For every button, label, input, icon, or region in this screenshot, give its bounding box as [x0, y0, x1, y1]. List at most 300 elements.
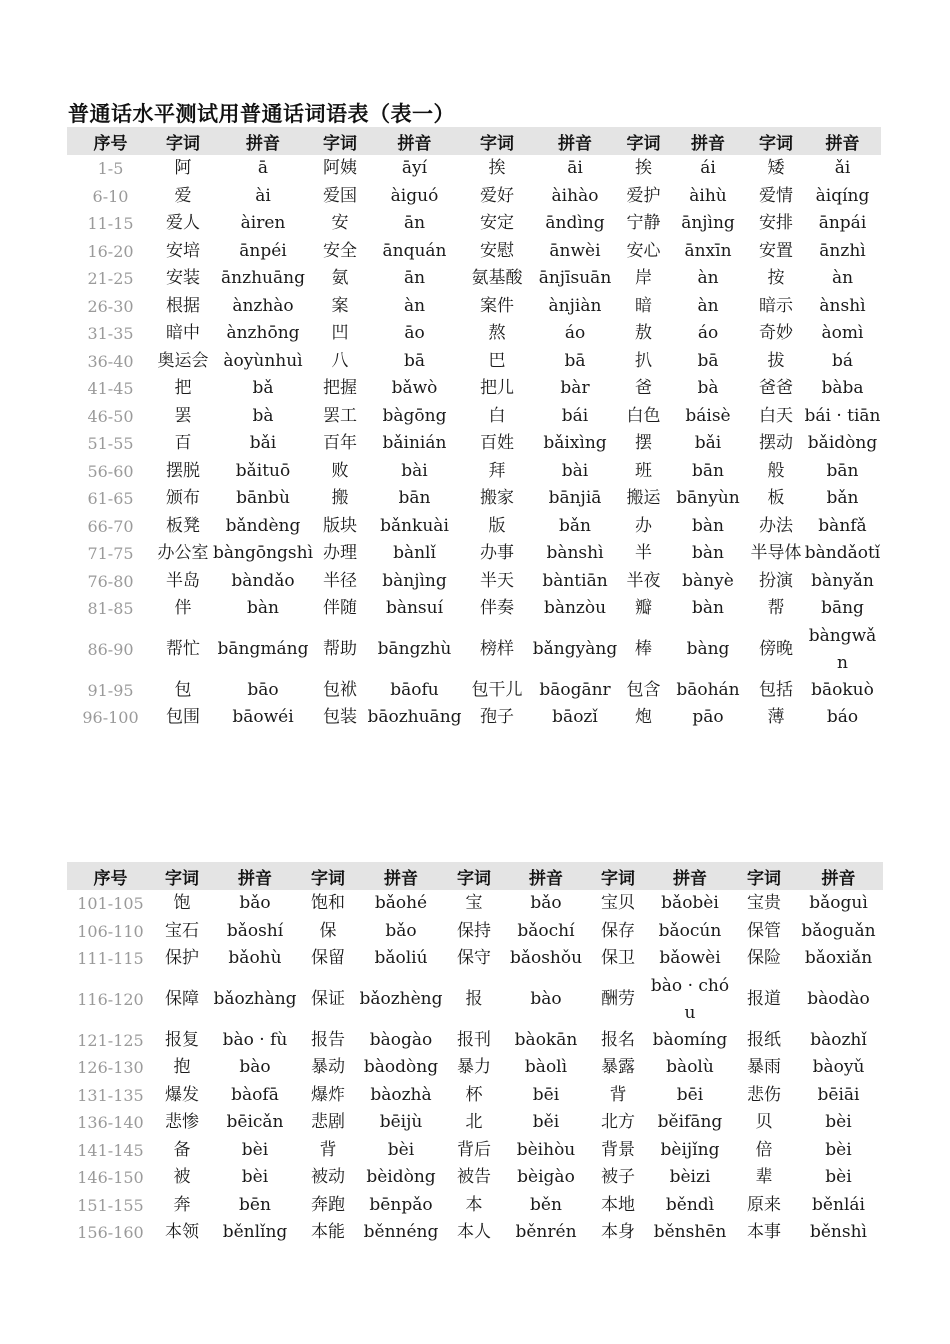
word-cell: 爆发: [165, 1084, 199, 1105]
seq-cell: 81-85: [87, 599, 134, 619]
pinyin-cell: bàolù: [666, 1057, 714, 1078]
word-cell: 办: [635, 515, 652, 536]
pinyin-cell: bànfǎ: [818, 515, 867, 536]
pinyin-cell: báo: [826, 707, 859, 728]
header-word: 字词: [619, 127, 668, 155]
pinyin-cell: bǎozhàng: [213, 989, 297, 1009]
word-cell: 巴: [488, 350, 506, 371]
pinyin-cell: bèi: [825, 1139, 852, 1160]
table-row: [67, 265, 881, 293]
pinyin-cell: bāohán: [676, 679, 740, 700]
pinyin-cell: bǎocún: [658, 920, 722, 941]
table-row: [67, 704, 881, 732]
pinyin-cell: bàndǎo: [231, 570, 295, 591]
pinyin-cell: àn: [697, 268, 719, 289]
pinyin-cell: ānzhuāng: [221, 268, 305, 289]
word-cell: 宝贵: [747, 893, 781, 914]
pinyin-cell: bào: [530, 989, 562, 1009]
pinyin-cell: bēi: [532, 1084, 560, 1105]
word-cell: 被告: [457, 1167, 491, 1188]
word-cell: 保卫: [601, 948, 635, 969]
pinyin-cell: bǎngyàng: [532, 639, 618, 659]
seq-cell: 61-65: [87, 489, 134, 509]
pinyin-cell: bàodào: [807, 989, 870, 1009]
pinyin-cell: bàr: [560, 378, 590, 399]
pinyin-cell: ān: [403, 213, 426, 234]
pinyin-cell: bàndǎotǐ: [804, 543, 881, 564]
word-cell: 包括: [759, 679, 793, 700]
pinyin-cell: ái: [700, 158, 716, 179]
table-row: [67, 375, 881, 403]
seq-cell: 21-25: [87, 269, 134, 289]
pinyin-cell: ānpái: [818, 213, 867, 234]
pinyin-cell: běn: [530, 1194, 562, 1215]
pinyin-cell: bēicǎn: [226, 1112, 284, 1133]
pinyin-cell: bàoyǔ: [812, 1057, 865, 1078]
word-cell: 案件: [480, 295, 514, 316]
word-cell: 被: [173, 1167, 191, 1188]
pinyin-cell: bào: [239, 1057, 271, 1078]
word-cell: 本身: [601, 1222, 635, 1243]
pinyin-cell: bànyǎn: [811, 570, 874, 591]
pinyin-cell: bèi: [387, 1139, 415, 1160]
pinyin-cell: bàofā: [231, 1084, 279, 1105]
word-cell: 安: [331, 213, 349, 234]
word-cell: 本人: [457, 1222, 491, 1243]
word-cell: 把: [174, 378, 192, 399]
pinyin-cell: bāowéi: [232, 707, 294, 728]
word-cell: 办理: [323, 543, 357, 564]
seq-cell: 41-45: [87, 379, 134, 399]
table-row: [67, 1082, 883, 1110]
word-cell: 案: [331, 295, 349, 316]
table-row: [67, 403, 881, 431]
word-cell: 熬: [488, 323, 506, 344]
pinyin-cell: bàomíng: [652, 1029, 728, 1050]
pinyin-cell: bǎochí: [517, 920, 575, 941]
word-cell: 被动: [311, 1167, 345, 1188]
pinyin-cell: ànzhào: [232, 295, 294, 316]
header-seq: 序号: [67, 862, 154, 890]
table-row: [67, 623, 881, 677]
header-pinyin: 拼音: [804, 127, 881, 155]
pinyin-cell: bǎwò: [391, 378, 438, 399]
table-row: [67, 1054, 883, 1082]
pinyin-cell: bèigào: [517, 1167, 575, 1188]
seq-cell: 91-95: [87, 680, 134, 700]
seq-cell: 51-55: [87, 434, 134, 454]
table-row: [67, 458, 881, 486]
header-pinyin: 拼音: [531, 127, 619, 155]
seq-cell: 36-40: [87, 351, 134, 371]
pinyin-cell: ānxīn: [684, 240, 732, 261]
word-cell: 悲伤: [747, 1084, 781, 1105]
table-row: [67, 540, 881, 568]
pinyin-cell: bèihòu: [516, 1139, 576, 1160]
word-cell: 报: [465, 989, 483, 1009]
pinyin-cell: ān: [403, 268, 426, 289]
pinyin-cell: bànlǐ: [393, 543, 436, 564]
pinyin-cell: bǎo: [385, 920, 417, 941]
pinyin-cell: bānyùn: [676, 488, 740, 509]
word-cell: 帮忙: [166, 639, 200, 659]
pinyin-cell: bēijù: [379, 1112, 423, 1133]
word-cell: 把儿: [480, 378, 514, 399]
pinyin-cell: bǎi: [249, 433, 277, 454]
word-cell: 包干儿: [471, 679, 523, 700]
pinyin-cell: ānzhì: [819, 240, 866, 261]
word-cell: 百年: [323, 433, 357, 454]
word-cell: 保险: [747, 948, 781, 969]
word-cell: 报告: [311, 1029, 345, 1050]
word-cell: 悲惨: [165, 1112, 199, 1133]
word-cell: 办事: [480, 543, 514, 564]
pinyin-cell: bàba: [821, 378, 864, 399]
table-row: [67, 320, 881, 348]
word-cell: 包含: [626, 679, 661, 700]
table-row: [67, 155, 881, 183]
pinyin-cell: bà: [252, 405, 274, 426]
header-word: 字词: [314, 127, 366, 155]
pinyin-cell: běifāng: [657, 1112, 723, 1133]
pinyin-cell: bāozhuāng: [367, 707, 462, 728]
header-word: 字词: [734, 862, 794, 890]
word-cell: 版: [488, 515, 506, 536]
header-pinyin: 拼音: [794, 862, 883, 890]
pinyin-cell: bān: [692, 460, 724, 481]
table-row: [67, 595, 881, 623]
pinyin-cell: báisè: [685, 405, 731, 426]
pinyin-cell: ànjiàn: [548, 295, 602, 316]
word-cell: 安排: [759, 213, 793, 234]
word-cell: 悲剧: [311, 1112, 345, 1133]
word-cell: 八: [331, 350, 349, 371]
word-cell: 拜: [488, 460, 506, 481]
pinyin-cell: bēi: [676, 1084, 704, 1105]
word-cell: 百: [174, 433, 192, 454]
word-cell: 爱护: [626, 185, 661, 206]
pinyin-cell: bā: [564, 350, 586, 371]
word-cell: 爱: [174, 185, 192, 206]
seq-cell: 101-105: [77, 894, 144, 914]
table-row: [67, 890, 883, 918]
seq-cell: 136-140: [77, 1113, 144, 1133]
pinyin-cell: bàogào: [369, 1029, 433, 1050]
seq-cell: 116-120: [77, 990, 144, 1009]
word-cell: 爆炸: [311, 1084, 345, 1105]
word-cell: 背景: [601, 1139, 635, 1160]
word-table-2: [67, 862, 883, 1247]
pinyin-cell: bǎoshǒu: [509, 948, 583, 969]
word-cell: 孢子: [480, 707, 514, 728]
word-cell: 奇妙: [759, 323, 793, 344]
pinyin-cell: bāokuò: [811, 679, 874, 700]
word-cell: 班: [635, 460, 652, 481]
page-title: 普通话水平测试用普通话词语表（表一）: [68, 102, 455, 126]
word-cell: 饱: [173, 893, 191, 914]
pinyin-cell: bāofu: [390, 679, 439, 700]
word-cell: 暴露: [601, 1057, 635, 1078]
word-cell: 本事: [747, 1222, 781, 1243]
word-cell: 奔: [173, 1194, 191, 1215]
seq-cell: 146-150: [77, 1168, 144, 1188]
header-pinyin: 拼音: [210, 862, 300, 890]
pinyin-cell: bǎidòng: [807, 433, 878, 454]
word-cell: 颁布: [166, 488, 200, 509]
header-word: 字词: [463, 127, 531, 155]
pinyin-cell: ài: [255, 185, 271, 206]
pinyin-cell: āi: [567, 158, 583, 179]
header-word: 字词: [154, 127, 212, 155]
word-cell: 傍晚: [759, 639, 793, 659]
seq-cell: 86-90: [87, 640, 134, 659]
word-cell: 报名: [601, 1029, 635, 1050]
pinyin-cell: bǎohù: [228, 948, 282, 969]
word-cell: 罢: [174, 405, 192, 426]
word-cell: 奥运会: [157, 350, 209, 371]
word-cell: 扮演: [759, 570, 793, 591]
word-cell: 根据: [166, 295, 200, 316]
word-cell: 矮: [767, 158, 785, 179]
pinyin-cell: àoyùnhuì: [223, 350, 303, 371]
seq-cell: 31-35: [87, 324, 134, 344]
table-row: [67, 485, 881, 513]
word-cell: 伴随: [323, 598, 357, 619]
word-cell: 爸: [635, 378, 652, 399]
pinyin-cell: bāozǐ: [552, 707, 598, 728]
pinyin-cell: bā: [697, 350, 719, 371]
word-cell: 奔跑: [311, 1194, 345, 1215]
pinyin-cell: bá: [831, 350, 854, 371]
pinyin-cell: bǎoxiǎn: [804, 948, 873, 969]
pinyin-cell: běnshì: [809, 1222, 867, 1243]
seq-cell: 56-60: [87, 461, 134, 481]
pinyin-cell: ànzhōng: [226, 323, 300, 344]
word-cell: 保护: [165, 948, 199, 969]
table-row: [67, 183, 881, 211]
word-cell: 爱好: [480, 185, 514, 206]
table-row: [67, 513, 881, 541]
pinyin-cell: bēn: [239, 1194, 271, 1215]
seq-cell: 96-100: [82, 708, 139, 728]
pinyin-cell: pāo: [692, 707, 724, 728]
pinyin-cell: běnrén: [515, 1222, 577, 1243]
word-cell: 本地: [601, 1194, 635, 1215]
word-cell: 板: [767, 488, 785, 509]
word-cell: 阿: [174, 158, 192, 179]
pinyin-cell: ā: [257, 158, 269, 179]
pinyin-cell: běi: [532, 1112, 560, 1133]
table-header-row: [67, 127, 881, 155]
seq-cell: 66-70: [87, 516, 134, 536]
word-cell: 败: [331, 460, 349, 481]
word-cell: 薄: [767, 707, 785, 728]
word-cell: 百姓: [480, 433, 514, 454]
word-cell: 板凳: [166, 515, 200, 536]
table-row: [67, 1192, 883, 1220]
word-cell: 把握: [323, 378, 357, 399]
word-cell: 报刊: [457, 1029, 491, 1050]
pinyin-cell: àomì: [821, 323, 864, 344]
word-cell: 备: [173, 1139, 191, 1160]
header-pinyin: 拼音: [366, 127, 463, 155]
pinyin-cell: bèizi: [669, 1167, 711, 1188]
word-cell: 爱国: [323, 185, 357, 206]
pinyin-cell: běnlǐng: [222, 1222, 288, 1243]
pinyin-cell: àihù: [689, 185, 727, 206]
word-cell: 宝石: [165, 920, 199, 941]
pinyin-cell: bàokān: [514, 1029, 578, 1050]
pinyin-cell: bèi: [825, 1167, 852, 1188]
pinyin-cell: bàntiān: [542, 570, 608, 591]
pinyin-cell: bǎinián: [382, 433, 447, 454]
pinyin-cell: ānjìng: [681, 213, 735, 234]
header-word: 字词: [446, 862, 502, 890]
word-cell: 氨基酸: [471, 268, 523, 289]
word-cell: 保: [319, 920, 337, 941]
word-cell: 瓣: [635, 598, 652, 619]
pinyin-cell: bǎi: [694, 433, 722, 454]
pinyin-cell: ānjīsuān: [538, 268, 612, 289]
word-cell: 暴力: [457, 1057, 491, 1078]
pinyin-cell: bèi: [241, 1167, 269, 1188]
pinyin-cell: bǎn: [559, 515, 591, 536]
pinyin-cell: bǎndèng: [225, 515, 301, 536]
pinyin-cell: bài: [401, 460, 428, 481]
table-row: [67, 973, 883, 1027]
word-cell: 扒: [635, 350, 652, 371]
pinyin-cell: ānwèi: [549, 240, 601, 261]
table-row: [67, 293, 881, 321]
seq-cell: 46-50: [87, 406, 134, 426]
pinyin-cell: bǎituō: [235, 460, 291, 481]
pinyin-cell: bǎoliú: [374, 948, 428, 969]
pinyin-cell: běndì: [665, 1194, 715, 1215]
pinyin-cell: bēiāi: [817, 1084, 860, 1105]
word-cell: 爸爸: [759, 378, 793, 399]
pinyin-cell: āndìng: [545, 213, 605, 234]
header-word: 字词: [590, 862, 646, 890]
pinyin-cell: bān: [398, 488, 431, 509]
table-row: [67, 1137, 883, 1165]
pinyin-cell: àn: [831, 268, 854, 289]
word-cell: 挨: [488, 158, 506, 179]
table-row: [67, 210, 881, 238]
seq-cell: 111-115: [77, 949, 144, 969]
word-cell: 背: [319, 1139, 337, 1160]
word-cell: 半: [635, 543, 652, 564]
pinyin-cell: āo: [404, 323, 425, 344]
word-cell: 报纸: [747, 1029, 781, 1050]
pinyin-cell: bàozhà: [370, 1084, 432, 1105]
pinyin-cell: bǎixìng: [543, 433, 607, 454]
pinyin-cell: áo: [697, 323, 719, 344]
pinyin-cell: bānjiā: [548, 488, 602, 509]
seq-cell: 106-110: [77, 921, 144, 941]
pinyin-cell: bàn: [692, 515, 724, 536]
word-cell: 宝贝: [601, 893, 635, 914]
word-cell: 安定: [480, 213, 514, 234]
pinyin-cell: bǎnkuài: [380, 515, 449, 536]
pinyin-cell: bài: [561, 460, 589, 481]
pinyin-cell: bèi: [825, 1112, 852, 1133]
word-cell: 暗中: [166, 323, 200, 344]
pinyin-cell: àiren: [240, 213, 286, 234]
pinyin-cell: bàn: [692, 598, 724, 619]
pinyin-cell: bǎoguǎn: [801, 920, 876, 941]
word-cell: 酬劳: [601, 989, 635, 1009]
pinyin-cell: bái: [561, 405, 589, 426]
word-cell: 摆脱: [166, 460, 200, 481]
pinyin-cell: bāng: [821, 598, 864, 619]
word-cell: 背后: [457, 1139, 491, 1160]
pinyin-cell: bào · fù: [222, 1029, 288, 1050]
word-cell: 杯: [465, 1084, 483, 1105]
word-cell: 本能: [311, 1222, 345, 1243]
pinyin-cell: bái · tiān: [804, 405, 881, 426]
pinyin-cell: bànshì: [546, 543, 604, 564]
word-cell: 安置: [759, 240, 793, 261]
seq-cell: 141-145: [77, 1140, 144, 1160]
word-cell: 半天: [480, 570, 514, 591]
word-cell: 原来: [747, 1194, 781, 1215]
pinyin-cell: àiguó: [390, 185, 439, 206]
word-cell: 安心: [626, 240, 661, 261]
word-cell: 摆: [635, 433, 652, 454]
word-cell: 保障: [165, 989, 199, 1009]
pinyin-cell: ànshì: [819, 295, 866, 316]
pinyin-cell: bāngmáng: [217, 639, 309, 659]
pinyin-cell: bǎo: [530, 893, 562, 914]
word-cell: 罢工: [323, 405, 357, 426]
word-cell: 白色: [626, 405, 661, 426]
word-cell: 搬运: [626, 488, 661, 509]
pinyin-cell: ǎi: [834, 158, 851, 179]
pinyin-cell: bǎn: [826, 488, 859, 509]
table-row: [67, 677, 881, 705]
word-cell: 伴: [174, 598, 192, 619]
seq-cell: 126-130: [77, 1058, 144, 1078]
word-cell: 抱: [173, 1057, 191, 1078]
header-word: 字词: [300, 862, 356, 890]
word-cell: 本领: [165, 1222, 199, 1243]
pinyin-cell: bàngwǎn: [808, 625, 877, 673]
pinyin-cell: bǎoguì: [809, 893, 868, 914]
pinyin-cell: běnlái: [812, 1194, 865, 1215]
word-cell: 安装: [166, 268, 200, 289]
word-cell: 白天: [759, 405, 793, 426]
table-row: [67, 918, 883, 946]
word-cell: 暗示: [759, 295, 793, 316]
word-cell: 阿姨: [323, 158, 357, 179]
pinyin-cell: áo: [564, 323, 586, 344]
seq-cell: 11-15: [87, 214, 134, 234]
pinyin-cell: bèijǐng: [660, 1139, 720, 1160]
word-cell: 被子: [601, 1167, 635, 1188]
word-cell: 搬: [331, 488, 349, 509]
table-row: [67, 238, 881, 266]
word-cell: 办法: [759, 515, 793, 536]
word-cell: 半岛: [166, 570, 200, 591]
word-cell: 北: [465, 1112, 483, 1133]
pinyin-cell: bǎ: [252, 378, 274, 399]
pinyin-cell: àn: [697, 295, 719, 316]
header-seq: 序号: [67, 127, 154, 155]
word-cell: 版块: [323, 515, 357, 536]
pinyin-cell: bàolì: [524, 1057, 568, 1078]
pinyin-cell: bèi: [241, 1139, 269, 1160]
pinyin-cell: bànsuí: [385, 598, 444, 619]
